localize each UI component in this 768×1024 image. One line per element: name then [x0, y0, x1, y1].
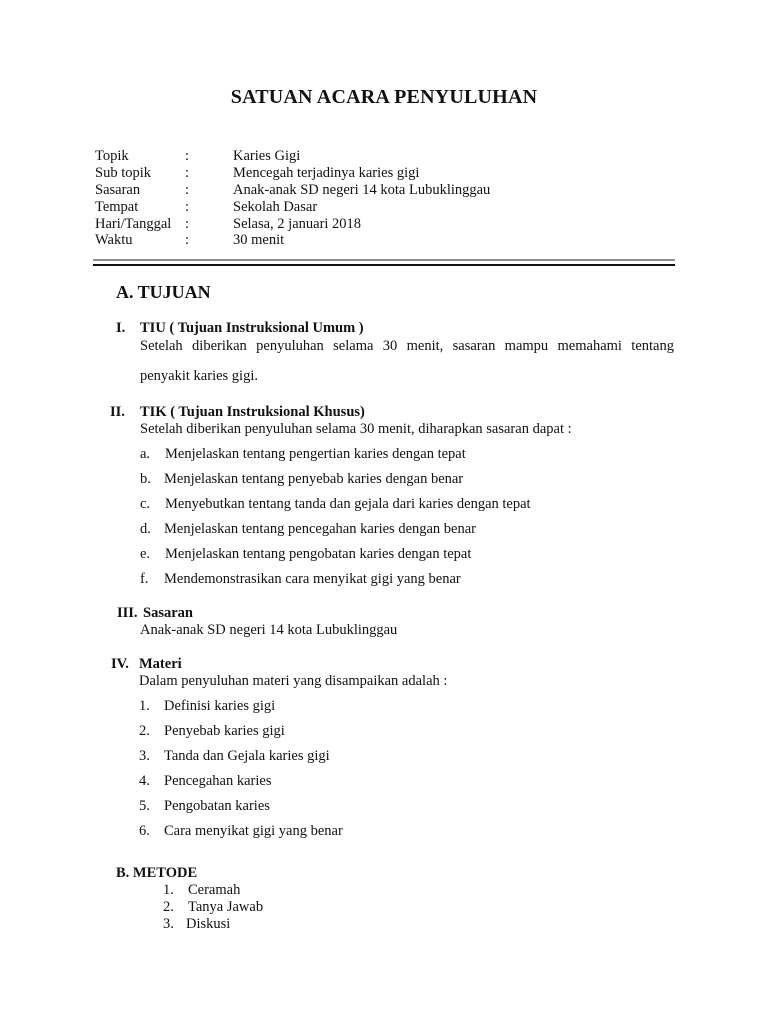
- list-text: Mendemonstrasikan cara menyikat gigi yang benar: [164, 571, 461, 587]
- meta-colon: :: [185, 182, 190, 198]
- list-text: Menjelaskan tentang pengobatan karies dengan tepat: [165, 546, 472, 562]
- list-marker: 3.: [163, 916, 174, 932]
- list-text: Tanya Jawab: [188, 899, 264, 915]
- meta-colon: :: [185, 216, 190, 232]
- meta-label: Hari/Tanggal: [95, 216, 172, 232]
- materi-number: IV.: [111, 656, 129, 672]
- list-marker: c.: [140, 496, 151, 512]
- list-marker: 3.: [139, 748, 150, 764]
- meta-value: Anak-anak SD negeri 14 kota Lubuklinggau: [233, 182, 491, 198]
- meta-label: Tempat: [95, 199, 139, 215]
- list-text: Menyebutkan tentang tanda dan gejala dari karies dengan tepat: [165, 496, 531, 512]
- meta-value: 30 menit: [233, 232, 285, 248]
- meta-label: Waktu: [95, 232, 133, 248]
- meta-label: Topik: [95, 148, 129, 164]
- meta-colon: :: [185, 199, 190, 215]
- list-text: Pencegahan karies: [164, 773, 272, 789]
- separator-line-thin: [93, 259, 675, 261]
- tiu-number: I.: [116, 320, 126, 336]
- document-title: SATUAN ACARA PENYULUHAN: [230, 86, 538, 108]
- list-text: Definisi karies gigi: [164, 698, 276, 714]
- list-marker: a.: [140, 446, 151, 462]
- list-marker: 4.: [139, 773, 150, 789]
- meta-colon: :: [185, 232, 190, 248]
- list-text: Tanda dan Gejala karies gigi: [164, 748, 330, 764]
- tiu-heading: TIU ( Tujuan Instruksional Umum ): [140, 320, 364, 336]
- sasaran-heading: Sasaran: [143, 605, 193, 621]
- sasaran-number: III.: [117, 605, 138, 621]
- list-text: Pengobatan karies: [164, 798, 270, 814]
- list-marker: b.: [140, 471, 151, 487]
- list-marker: e.: [140, 546, 151, 562]
- separator-line-thick: [93, 264, 675, 266]
- list-text: Ceramah: [188, 882, 241, 898]
- meta-value: Karies Gigi: [233, 148, 301, 164]
- meta-value: Selasa, 2 januari 2018: [233, 216, 362, 232]
- section-a-heading: A. TUJUAN: [116, 282, 211, 302]
- list-marker: d.: [140, 521, 151, 537]
- sasaran-text: Anak-anak SD negeri 14 kota Lubuklinggau: [140, 622, 398, 638]
- list-marker: 1.: [139, 698, 150, 714]
- tik-number: II.: [110, 404, 125, 420]
- list-marker: 2.: [139, 723, 150, 739]
- meta-label: Sub topik: [95, 165, 151, 181]
- meta-colon: :: [185, 148, 190, 164]
- tik-heading: TIK ( Tujuan Instruksional Khusus): [140, 404, 365, 420]
- list-text: Menjelaskan tentang pencegahan karies dengan benar: [164, 521, 477, 537]
- meta-colon: :: [185, 165, 190, 181]
- list-text: Diskusi: [186, 916, 231, 932]
- tiu-paragraph: Setelah diberikan penyuluhan selama 30 menit, sasaran mampu memahami tentang penyakit karies gigi.: [140, 338, 674, 384]
- list-marker: f.: [140, 571, 149, 587]
- list-text: Cara menyikat gigi yang benar: [164, 823, 343, 839]
- tik-intro: Setelah diberikan penyuluhan selama 30 menit, diharapkan sasaran dapat :: [140, 421, 572, 437]
- list-marker: 1.: [163, 882, 174, 898]
- list-text: Menjelaskan tentang penyebab karies dengan benar: [164, 471, 464, 487]
- meta-value: Mencegah terjadinya karies gigi: [233, 165, 420, 181]
- list-marker: 5.: [139, 798, 150, 814]
- meta-value: Sekolah Dasar: [233, 199, 318, 215]
- meta-label: Sasaran: [95, 182, 141, 198]
- materi-intro: Dalam penyuluhan materi yang disampaikan adalah :: [139, 673, 448, 689]
- list-text: Menjelaskan tentang pengertian karies dengan tepat: [165, 446, 466, 462]
- section-b-heading: B. METODE: [116, 865, 198, 881]
- materi-heading: Materi: [139, 656, 182, 672]
- list-text: Penyebab karies gigi: [164, 723, 285, 739]
- list-marker: 6.: [139, 823, 150, 839]
- list-marker: 2.: [163, 899, 174, 915]
